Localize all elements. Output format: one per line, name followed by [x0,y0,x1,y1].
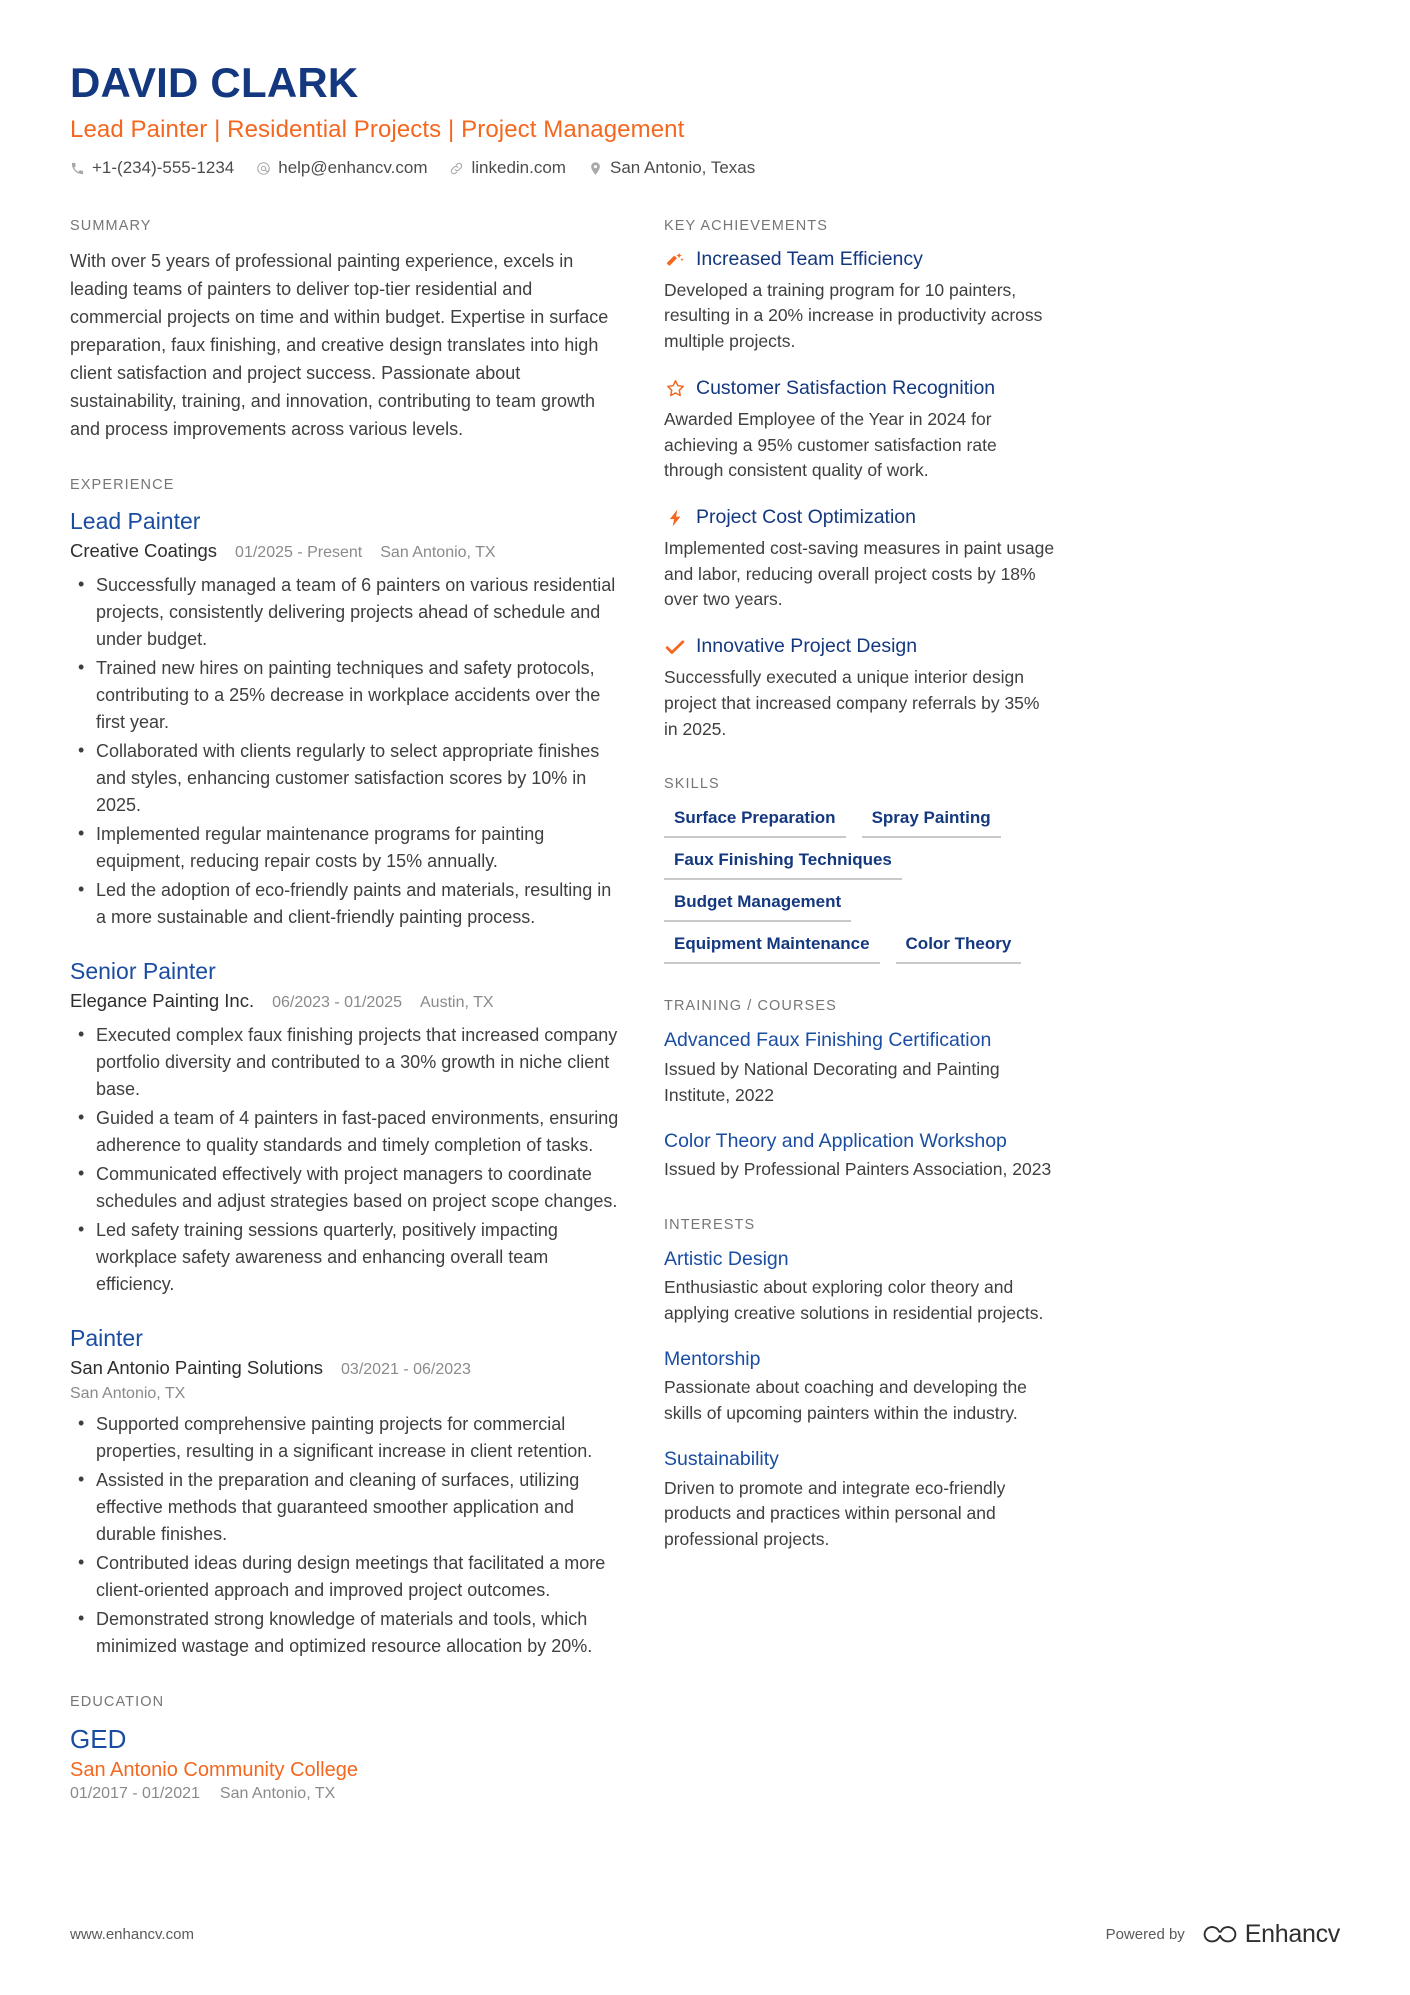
footer-website-url[interactable]: www.enhancv.com [70,1926,194,1943]
job-meta [70,1356,620,1381]
job-company: San Antonio Painting Solutions [70,1356,324,1378]
job-bullet: • Supported comprehensive painting projects for commercial properties, resulting in a significant increase in client retention. [70,1411,620,1465]
training-title: Advanced Faux Finishing Certification [664,1029,992,1052]
enhancv-mark-icon [1201,1922,1237,1948]
achievement-item [664,248,1056,355]
education-meta [70,1785,620,1803]
job-bullet: • Led safety training sessions quarterly, positively impacting workplace safety awareness and enhancing overall team efficiency. [70,1217,620,1298]
job-bullet: • Contributed ideas during design meetings that facilitated a more client-oriented approach and improved project outcomes. [70,1550,620,1604]
interests-section-title: INTERESTS [664,1216,756,1233]
achievement-title: Increased Team Efficiency [696,248,923,271]
job-bullet: • Led the adoption of eco-friendly paints and materials, resulting in a more sustainable and client-friendly painting process. [70,877,620,931]
education-item [70,1724,620,1803]
education-dates: 01/2017 - 01/2021 [70,1784,200,1802]
interest-title: Mentorship [664,1348,761,1371]
right-column [664,218,1056,1836]
training-item [664,1028,1056,1108]
training-title: Color Theory and Application Workshop [664,1129,1007,1152]
training-item [664,1129,1056,1183]
link-icon [449,161,464,176]
contact-location-text: San Antonio, Texas [609,158,756,178]
experience-item [70,1324,620,1660]
job-bullet: • Implemented regular maintenance programs for painting equipment, reducing repair costs by 15% annually. [70,821,620,875]
education-degree: GED [70,1723,127,1754]
enhancv-logo [1201,1920,1340,1949]
job-bullet: • Guided a team of 4 painters in fast-paced environments, ensuring adherence to quality standards and timely completion of tasks. [70,1105,620,1159]
job-bullet: • Collaborated with clients regularly to select appropriate finishes and styles, enhancing customer satisfaction scores by 10% in 2025. [70,738,620,819]
job-meta [70,989,620,1014]
job-role: Lead Painter [70,508,201,535]
interest-title: Artistic Design [664,1247,789,1270]
skill-tag: Spray Painting [862,806,1001,838]
achievement-title: Project Cost Optimization [696,506,916,529]
magic-wand-icon [664,249,686,271]
achievement-item [664,506,1056,613]
achievement-title: Customer Satisfaction Recognition [696,377,996,400]
interest-item [664,1247,1056,1327]
interest-description: Passionate about coaching and developing the skills of upcoming painters within the industry. [664,1377,1027,1424]
contact-location [588,158,755,178]
contact-phone[interactable] [70,158,234,178]
enhancv-wordmark: Enhancv [1244,1920,1340,1948]
interest-title: Sustainability [664,1448,779,1471]
job-bullet: • Trained new hires on painting techniques and safety protocols, contributing to a 25% decrease in workplace accidents over the first year. [70,655,620,736]
resume-footer [70,1920,1340,1949]
achievement-head [664,506,1056,529]
job-bullet: • Executed complex faux finishing projects that increased company portfolio diversity and contributed to a 30% growth in niche client base. [70,1022,620,1103]
contact-link[interactable] [449,158,566,178]
skill-tag: Equipment Maintenance [664,932,880,964]
contact-phone-text: +1-(234)-555-1234 [92,158,235,178]
key-achievements-section-title: KEY ACHIEVEMENTS [664,218,828,235]
interest-item [664,1447,1056,1553]
lightning-bolt-icon [664,507,686,529]
summary-section-title: SUMMARY [70,218,152,235]
job-role: Painter [70,1324,143,1351]
achievement-item [664,635,1056,742]
achievement-description: Developed a training program for 10 painters, resulting in a 20% increase in productivity across multiple projects. [664,279,1043,352]
interests-section [664,1217,1056,1553]
star-outline-icon [664,378,686,400]
job-meta [70,539,620,564]
job-company: Creative Coatings [70,540,218,562]
powered-by-label: Powered by [1105,1926,1185,1943]
experience-item [70,507,620,931]
job-bullets [70,1022,620,1298]
skills-list [664,806,1056,964]
summary-section [70,218,620,443]
contact-email-text: help@enhancv.com [278,158,428,178]
job-company: Elegance Painting Inc. [70,989,255,1011]
contact-email[interactable] [256,158,427,178]
education-location: San Antonio, TX [219,1784,336,1802]
job-bullet: • Demonstrated strong knowledge of materials and tools, which minimized wastage and optimized resource allocation by 20%. [70,1606,620,1660]
experience-section-title: EXPERIENCE [70,477,175,494]
training-courses-section-title: TRAINING / COURSES [664,998,837,1015]
experience-section [70,477,620,1659]
achievement-head [664,248,1056,271]
left-column [70,218,620,1836]
job-dates: 03/2021 - 06/2023 [341,1360,471,1378]
phone-icon [70,161,85,176]
candidate-headline: Lead Painter | Residential Projects | Project Management [70,116,685,144]
education-section [70,1694,620,1803]
resume-header [70,60,1340,178]
resume-body [70,218,1340,1836]
achievement-description: Successfully executed a unique interior design project that increased company referrals by 35% in 2025. [664,666,1040,739]
job-bullet: • Communicated effectively with project managers to coordinate schedules and adjust strategies based on project scope changes. [70,1161,620,1215]
candidate-name: DAVID CLARK [70,59,359,106]
skill-tag: Surface Preparation [664,806,846,838]
skills-section [664,776,1056,964]
email-icon [256,161,271,176]
achievement-description: Awarded Employee of the Year in 2024 for achieving a 95% customer satisfaction rate through consistent quality of work. [664,408,997,481]
education-section-title: EDUCATION [70,1693,165,1710]
interest-description: Driven to promote and integrate eco-friendly products and practices within personal and professional projects. [664,1477,1006,1550]
interest-item [664,1347,1056,1427]
summary-text: With over 5 years of professional painting experience, excels in leading teams of painters to deliver top-tier residential and commercial projects on time and within budget. Expertise in surface preparation, faux finishing, and creative design translates into high client satisfaction and project success. Passionate about sustainability, training, and innovation, contributing to team growth and process improvements across various levels. [70,251,609,439]
achievement-head [664,377,1056,400]
location-pin-icon [588,161,603,176]
achievement-description: Implemented cost-saving measures in paint usage and labor, reducing overall project costs by 18% over two years. [664,537,1055,610]
footer-brand [1106,1920,1340,1949]
achievement-item [664,377,1056,484]
contact-row [70,158,1340,178]
training-courses-section [664,998,1056,1182]
job-location: San Antonio, TX [70,1384,186,1402]
job-bullet: • Successfully managed a team of 6 painters on various residential projects, consistently delivering projects ahead of schedule and under budget. [70,572,620,653]
job-role: Senior Painter [70,958,216,985]
job-bullet: • Assisted in the preparation and cleaning of surfaces, utilizing effective methods that guaranteed smoother application and durable finishes. [70,1467,620,1548]
contact-link-text: linkedin.com [471,158,566,178]
checkmark-icon [664,636,686,658]
education-school: San Antonio Community College [70,1758,358,1781]
job-bullets [70,572,620,931]
skills-section-title: SKILLS [664,776,720,793]
experience-item [70,957,620,1298]
achievement-head [664,635,1056,658]
job-dates: 06/2023 - 01/2025 [272,993,402,1011]
skill-tag: Faux Finishing Techniques [664,848,902,880]
job-bullets [70,1411,620,1660]
achievement-title: Innovative Project Design [696,635,918,658]
skill-tag: Budget Management [664,890,851,922]
skill-tag: Color Theory [896,932,1022,964]
interest-description: Enthusiastic about exploring color theory and applying creative solutions in residential projects. [664,1277,1044,1324]
training-description: Issued by National Decorating and Painting Institute, 2022 [664,1058,1000,1105]
key-achievements-section [664,218,1056,742]
job-location: Austin, TX [420,993,494,1011]
job-location: San Antonio, TX [380,544,496,562]
job-dates: 01/2025 - Present [235,544,363,562]
training-description: Issued by Professional Painters Association, 2023 [664,1158,1052,1179]
